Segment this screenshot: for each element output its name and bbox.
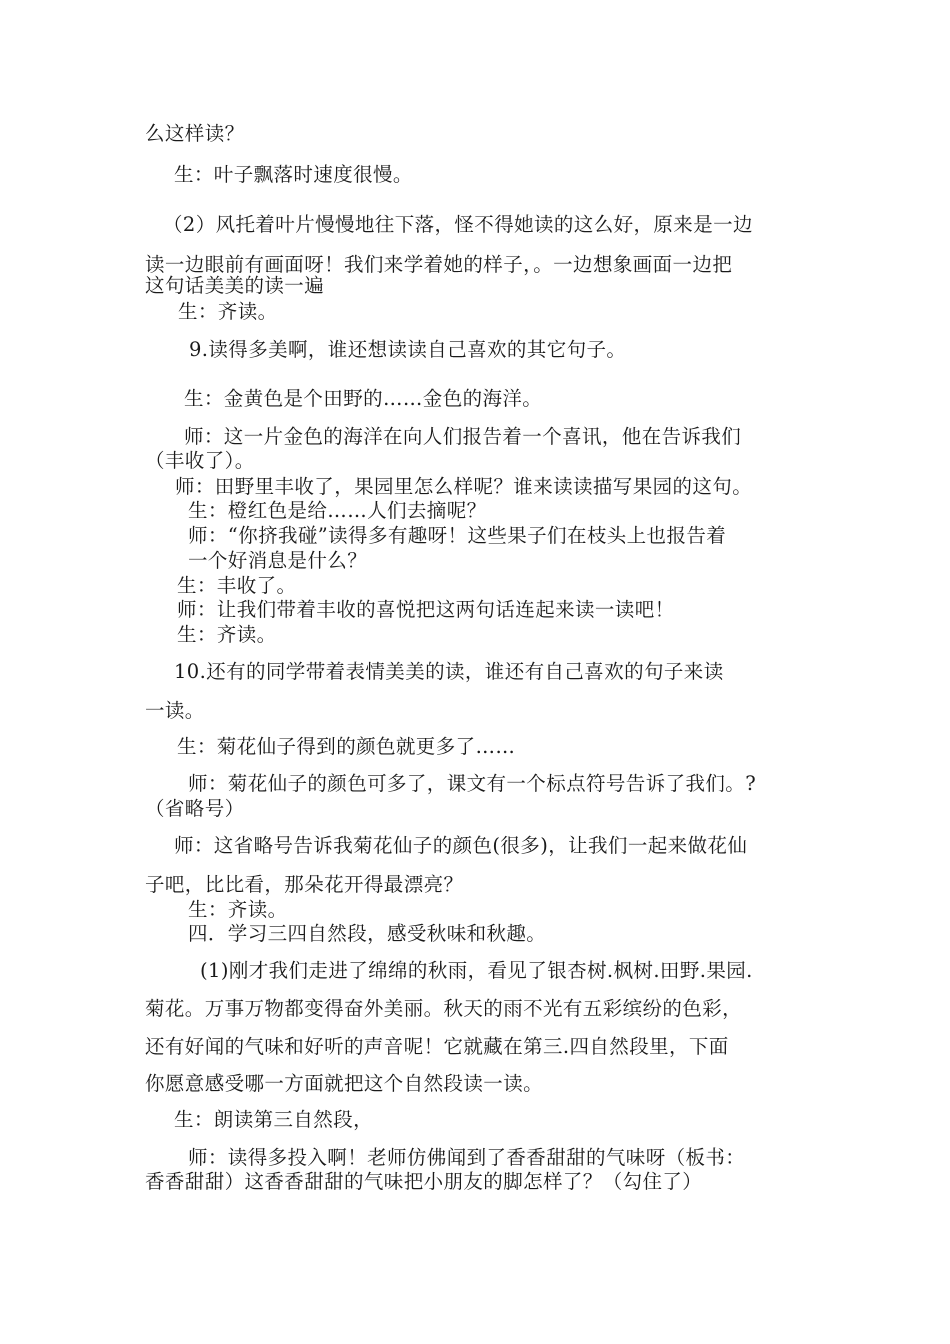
text-line: 生：朗读第三自然段，	[174, 1108, 374, 1131]
text-line: 生：橙红色是给……人们去摘呢？	[188, 499, 487, 522]
text-line: 生：齐读。	[177, 623, 277, 646]
text-line: 生：叶子飘落时速度很慢。	[174, 163, 413, 186]
text-line: 四．学习三四自然段，感受秋味和秋趣。	[188, 922, 547, 945]
text-line: 这句话美美的读一遍	[145, 274, 325, 297]
text-line: 9.读得多美啊，谁还想读读自己喜欢的其它句子。	[189, 338, 627, 361]
text-line: 生：金黄色是个田野的……金色的海洋。	[184, 387, 543, 410]
text-line: 么这样读？	[145, 122, 245, 145]
text-line: 生：齐读。	[178, 300, 278, 323]
text-line: 师：菊花仙子的颜色可多了，课文有一个标点符号告诉了我们。?	[188, 772, 757, 795]
text-line: 读一边眼前有画面呀！我们来学着她的样子，。一边想象画面一边把	[145, 253, 733, 276]
text-line: 生：菊花仙子得到的颜色就更多了……	[177, 735, 516, 758]
text-line: 还有好闻的气味和好听的声音呢！它就藏在第三.四自然段里，下面	[145, 1035, 729, 1058]
text-line: 师：“你挤我碰”读得多有趣呀！这些果子们在枝头上也报告着	[188, 524, 727, 547]
text-line: （丰收了）。	[145, 449, 255, 472]
text-line: 生：丰收了。	[177, 574, 297, 597]
text-line: 师：这一片金色的海洋在向人们报告着一个喜讯，他在告诉我们	[184, 425, 742, 448]
text-line: 你愿意感受哪一方面就把这个自然段读一读。	[145, 1072, 544, 1095]
text-line: 一个好消息是什么？	[188, 549, 368, 572]
text-line: （2）风托着叶片慢慢地往下落，怪不得她读的这么好，原来是一边	[163, 213, 753, 236]
text-line: 一读。	[145, 699, 205, 722]
text-line: (1)刚才我们走进了绵绵的秋雨，看见了银杏树.枫树.田野.果园.	[200, 959, 753, 982]
text-line: 师：这省略号告诉我菊花仙子的颜色(很多)，让我们一起来做花仙	[174, 834, 748, 857]
text-line: （省略号）	[145, 797, 245, 820]
text-line: 生：齐读。	[188, 898, 288, 921]
text-line: 香香甜甜）这香香甜甜的气味把小朋友的脚怎样了？（勾住了）	[145, 1170, 703, 1193]
text-line: 师：读得多投入啊！老师仿佛闻到了香香甜甜的气味呀（板书：	[188, 1146, 746, 1169]
text-line: 师：田野里丰收了，果园里怎么样呢？谁来读读描写果园的这句。	[175, 475, 753, 498]
text-line: 子吧，比比看，那朵花开得最漂亮？	[145, 873, 464, 896]
text-line: 菊花。万事万物都变得奋外美丽。秋天的雨不光有五彩缤纷的色彩，	[145, 997, 743, 1020]
text-line: 10.还有的同学带着表情美美的读，谁还有自己喜欢的句子来读	[174, 660, 724, 683]
text-line: 师：让我们带着丰收的喜悦把这两句话连起来读一读吧！	[177, 598, 675, 621]
